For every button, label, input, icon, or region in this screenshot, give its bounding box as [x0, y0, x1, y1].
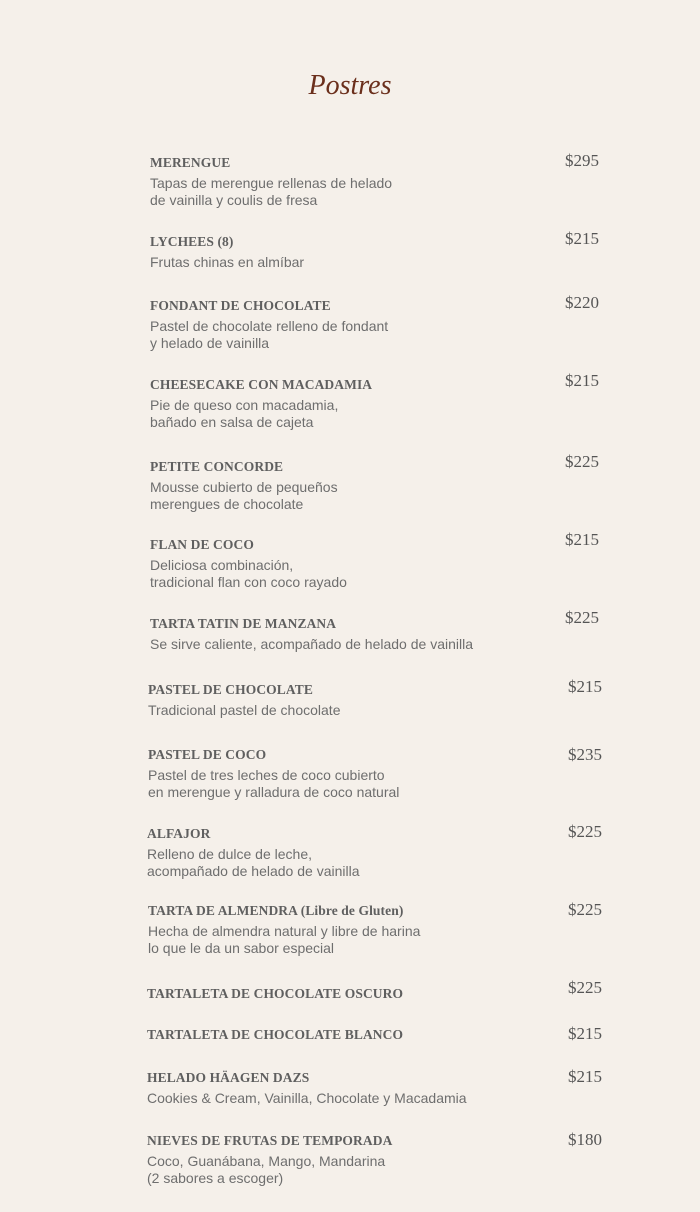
item-name: NIEVES DE FRUTAS DE TEMPORADA	[147, 1133, 393, 1148]
menu-item-nieves-de-frutas	[147, 1132, 392, 1187]
item-name: CHEESECAKE CON MACADAMIA	[150, 377, 373, 392]
item-description: Mousse cubierto de pequeños merengues de chocolate	[150, 479, 338, 512]
item-name: HELADO HÄAGEN DAZS	[147, 1070, 310, 1085]
item-price: $225	[568, 978, 602, 997]
menu-title: Postres	[308, 70, 392, 101]
item-price: $225	[565, 452, 599, 471]
menu-item-flan-de-coco	[150, 536, 347, 591]
item-name: TARTALETA DE CHOCOLATE OSCURO	[147, 986, 404, 1001]
item-description: Cookies & Cream, Vainilla, Chocolate y Macadamia	[147, 1090, 467, 1106]
item-name: MERENGUE	[150, 155, 231, 170]
item-description: Frutas chinas en almíbar	[150, 254, 305, 270]
item-description: Deliciosa combinación, tradicional flan con coco rayado	[150, 557, 347, 590]
item-price: $215	[568, 1067, 602, 1086]
item-price: $295	[565, 151, 599, 170]
item-price: $235	[568, 745, 602, 764]
menu-item-alfajor	[147, 825, 360, 880]
menu-item-petite-concorde	[150, 458, 338, 513]
menu-item-helado-haagen-dazs	[147, 1069, 467, 1107]
item-price: $180	[568, 1130, 602, 1149]
item-price: $225	[565, 608, 599, 627]
item-name: LYCHEES (8)	[150, 234, 234, 249]
item-price: $215	[565, 530, 599, 549]
item-name: ALFAJOR	[147, 826, 211, 841]
menu-item-lychees	[150, 233, 304, 271]
item-name: FONDANT DE CHOCOLATE	[150, 298, 331, 313]
item-price: $215	[568, 1024, 602, 1043]
item-name: TARTA TATIN DE MANZANA	[150, 616, 337, 631]
menu-item-tarta-tatin	[150, 615, 473, 653]
item-name: TARTA DE ALMENDRA (Libre de Gluten)	[148, 903, 404, 918]
item-price: $225	[568, 900, 602, 919]
item-description: Pastel de chocolate relleno de fondant y helado de vainilla	[150, 318, 389, 351]
menu-item-merengue	[150, 154, 392, 209]
item-description: Tapas de merengue rellenas de helado de vainilla y coulis de fresa	[150, 175, 393, 208]
item-name: FLAN DE COCO	[150, 537, 254, 552]
menu-item-pastel-de-coco	[148, 746, 399, 801]
item-name: PASTEL DE CHOCOLATE	[148, 682, 313, 697]
item-name: TARTALETA DE CHOCOLATE BLANCO	[147, 1027, 404, 1042]
item-price: $215	[568, 677, 602, 696]
item-description: Coco, Guanábana, Mango, Mandarina (2 sabores a escoger)	[147, 1153, 386, 1186]
menu-item-tartaleta-blanco	[147, 1026, 403, 1044]
item-price: $215	[565, 371, 599, 390]
menu-item-fondant	[150, 297, 388, 352]
menu-item-cheesecake	[150, 376, 372, 431]
menu-item-tartaleta-oscuro	[147, 985, 403, 1003]
item-description: Tradicional pastel de chocolate	[148, 702, 341, 718]
item-description: Relleno de dulce de leche, acompañado de helado de vainilla	[147, 846, 360, 879]
item-price: $215	[565, 229, 599, 248]
item-description: Pie de queso con macadamia, bañado en salsa de cajeta	[150, 397, 339, 430]
item-price: $220	[565, 293, 599, 312]
item-description: Pastel de tres leches de coco cubierto en merengue y ralladura de coco natural	[148, 767, 400, 800]
item-name: PETITE CONCORDE	[150, 459, 284, 474]
item-price: $225	[568, 822, 602, 841]
menu-item-pastel-de-chocolate	[148, 681, 341, 719]
item-description: Se sirve caliente, acompañado de helado de vainilla	[150, 636, 473, 652]
item-name: PASTEL DE COCO	[148, 747, 267, 762]
item-description: Hecha de almendra natural y libre de harina lo que le da un sabor especial	[148, 923, 421, 956]
menu-item-tarta-de-almendra	[148, 902, 420, 957]
